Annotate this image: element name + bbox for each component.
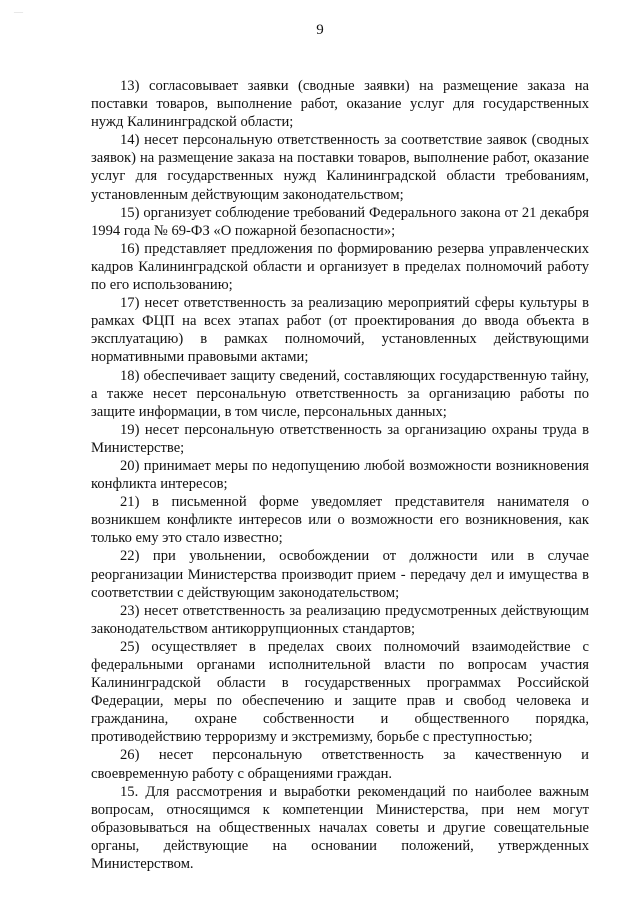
paragraph-item-17: 17) несет ответственность за реализацию мероприятий сферы культуры в рамках ФЦП на всех этапах работ (от проектирования до ввода объекта в эксплуатацию) в рамках полномочий, установленных действующими нормативными правовыми актами; [91,295,589,366]
corner-mark: — [14,7,23,17]
document-body [91,77,589,873]
paragraph-item-19: 19) несет персональную ответственность за организацию охраны труда в Министерстве; [91,421,589,456]
paragraph-item-23: 23) несет ответственность за реализацию предусмотренных действующим законодательством антикоррупционных стандартов; [91,602,589,637]
paragraph-item-20: 20) принимает меры по недопущению любой возможности возникновения конфликта интересов; [91,457,589,493]
paragraph-item-18: 18) обеспечивает защиту сведений, составляющих государственную тайну, а также несет персональную ответственность за организацию работы по защите информации, в том числе, персональных данных; [91,367,589,420]
page-number: 9 [316,22,324,38]
paragraph-item-21: 21) в письменной форме уведомляет представителя нанимателя о возникшем конфликте интересов или о возможности его возникновения, как только ему это стало известно; [91,494,589,547]
paragraph-item-22: 22) при увольнении, освобождении от должности или в случае реорганизации Министерства производит прием - передачу дел и имущества в соответствии с действующим законодательством; [91,548,589,601]
paragraph-section-15: 15. Для рассмотрения и выработки рекомендаций по наиболее важным вопросам, относящимся к компетенции Министерства, при нем могут образовываться на общественных началах советы и другие совещательные органы, действующие на основании положений, утвержденных Министерством. [91,783,589,873]
paragraph-item-15: 15) организует соблюдение требований Федерального закона от 21 декабря 1994 года № 69-ФЗ «О пожарной безопасности»; [91,204,589,239]
paragraph-item-26: 26) несет персональную ответственность за качественную и своевременную работу с обращениями граждан. [91,747,589,782]
paragraph-item-14: 14) несет персональную ответственность за соответствие заявок (сводных заявок) на размещение заказа на поставки товаров, выполнение работ, оказание услуг для государственных нужд Калининградской области требованиям, установленным действующим законодательством; [91,132,589,203]
paragraph-item-13: 13) согласовывает заявки (сводные заявки) на размещение заказа на поставки товаров, выполнение работ, оказание услуг для государственных нужд Калининградской области; [91,78,589,131]
paragraph-item-25: 25) осуществляет в пределах своих полномочий взаимодействие с федеральными органами исполнительной власти по вопросам участия Калининградской области в государственных программах Российской Федерации, меры по обеспечению и защите прав и свобод человека и гражданина, охране собственности и общественного порядка, противодействию терроризму и экстремизму, борьбе с преступностью; [91,638,589,746]
paragraph-item-16: 16) представляет предложения по формированию резерва управленческих кадров Калининградской области и организует в пределах полномочий работу по его использованию; [91,240,589,294]
